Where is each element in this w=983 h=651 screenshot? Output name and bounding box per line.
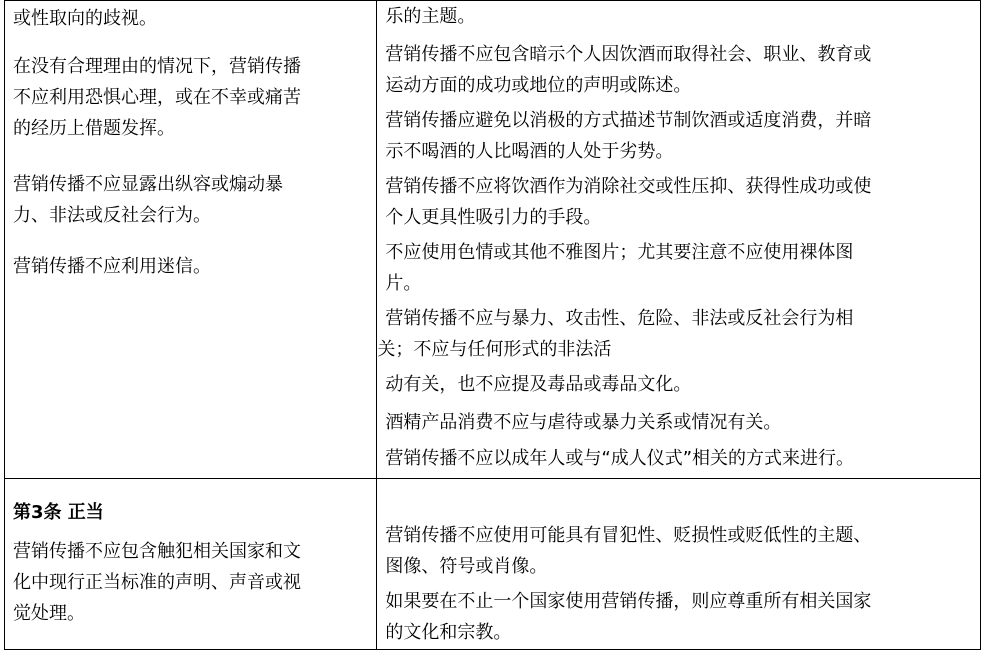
text-line: 个人更具性吸引力的手段。 (385, 207, 602, 228)
text-line: 营销传播不应利用迷信。 (13, 256, 211, 277)
text-line: 营销传播不应包含暗示个人因饮酒而取得社会、职业、教育或 (385, 44, 872, 65)
row2-left-cell (5, 479, 377, 650)
text-line: 的文化和宗教。 (385, 622, 512, 643)
paragraph-abstinence-depiction (385, 105, 871, 167)
text-line: 力、非法或反社会行为。 (13, 205, 211, 226)
text-line: 营销传播不应与暴力、攻击性、危险、非法或反社会行为相 (385, 308, 854, 329)
text-line: 营销传播不应显露出纵容或煽动暴 (13, 174, 283, 195)
paragraph-sexual-success (385, 171, 871, 233)
text-line: 不应使用色情或其他不雅图片；尤其要注意不应使用裸体图 (385, 242, 854, 263)
paragraph-indecent-images (385, 237, 853, 299)
text-line: 化中现行正当标准的声明、声音或视 (13, 572, 301, 593)
article-heading: 第3条 正当 (13, 502, 104, 523)
text-line: 酒精产品消费不应与虐待或暴力关系或情况有关。 (385, 412, 782, 433)
text-line: 示不喝酒的人比喝酒的人处于劣势。 (385, 141, 674, 162)
paragraph-violence-condoning (13, 169, 283, 231)
table-row (5, 479, 981, 650)
paragraph-offensive-themes (385, 520, 871, 582)
text-line: 不应利用恐惧心理，或在不幸或痛苦 (13, 87, 301, 108)
text-line: 关；不应与任何形式的非法活 (377, 339, 612, 360)
paragraph-theme-continuation (385, 1, 475, 32)
text-line: 营销传播不应使用可能具有冒犯性、贬损性或贬低性的主题、 (385, 525, 872, 546)
row2-right-cell (377, 479, 981, 650)
text-line: 营销传播不应以成年人或与“成人仪式”相关的方式来进行。 (385, 448, 855, 469)
paragraph-rite-of-passage (385, 443, 854, 474)
text-line: 片。 (385, 273, 422, 294)
table-row (5, 1, 981, 479)
paragraph-violence-association (377, 303, 853, 365)
guidelines-table (4, 0, 981, 650)
row1-left-cell (5, 1, 377, 479)
paragraph-social-success (385, 39, 871, 101)
paragraph-culture-religion (385, 586, 871, 648)
text-line: 觉处理。 (13, 603, 85, 624)
paragraph-superstition (13, 251, 211, 282)
text-line: 动有关，也不应提及毒品或毒品文化。 (385, 374, 692, 395)
row1-right-cell (377, 1, 981, 479)
text-line: 图像、符号或肖像。 (385, 556, 548, 577)
paragraph-abuse-relation (385, 407, 781, 438)
paragraph-decency-standards (13, 536, 301, 629)
text-line: 运动方面的成功或地位的声明或陈述。 (385, 75, 692, 96)
paragraph-sexual-orientation-discrimination (13, 3, 157, 34)
text-line: 营销传播不应将饮酒作为消除社交或性压抑、获得性成功或使 (385, 176, 872, 197)
text-line: 营销传播应避免以消极的方式描述节制饮酒或适度消费，并暗 (385, 110, 872, 131)
text-line: 在没有合理理由的情况下，营销传播 (13, 56, 301, 77)
text-line: 或性取向的歧视。 (13, 8, 157, 29)
text-line: 如果要在不止一个国家使用营销传播，则应尊重所有相关国家 (385, 591, 872, 612)
text-line: 的经历上借题发挥。 (13, 118, 175, 139)
paragraph-fear-exploitation (13, 51, 301, 144)
text-line: 营销传播不应包含触犯相关国家和文 (13, 541, 301, 562)
paragraph-drug-culture (385, 369, 691, 400)
text-line: 乐的主题。 (385, 6, 476, 27)
